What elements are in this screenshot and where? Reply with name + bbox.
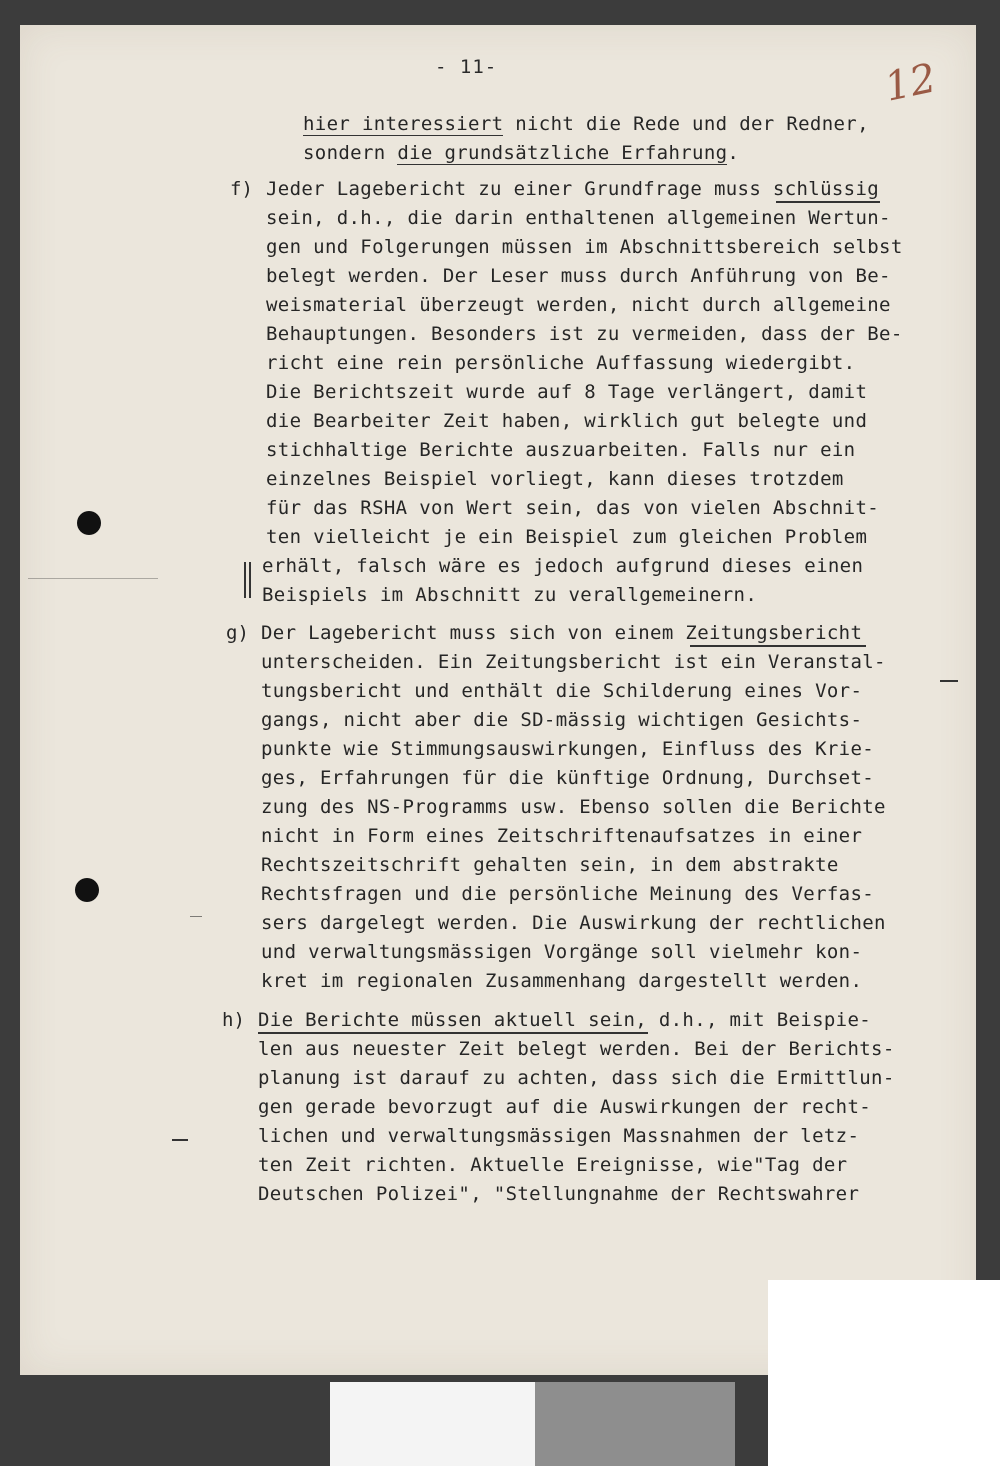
paragraph-line: Jeder Lagebericht zu einer Grundfrage muss schlüssig	[266, 178, 880, 200]
section-label-g: g)	[226, 622, 249, 644]
scan-calibration-strip-white	[330, 1382, 535, 1466]
margin-dash	[940, 680, 958, 682]
paragraph-line: Rechtsfragen und die persönliche Meinung des Verfas-	[261, 883, 875, 905]
margin-dash	[190, 916, 202, 917]
margin-mark-line	[249, 562, 251, 598]
paragraph-line: zung des NS-Programms usw. Ebenso sollen die Berichte	[261, 796, 886, 818]
paragraph-line: punkte wie Stimmungsauswirkungen, Einfluss des Krie-	[261, 738, 875, 760]
paragraph-line: einzelnes Beispiel vorliegt, kann dieses trotzdem	[266, 468, 844, 490]
handwritten-page-note: 12	[880, 55, 941, 111]
page-number: - 11-	[435, 56, 498, 78]
paragraph-line: Der Lagebericht muss sich von einem Zeitungsbericht	[261, 622, 863, 644]
paragraph-line: für das RSHA von Wert sein, das von vielen Abschnit-	[266, 497, 880, 519]
paragraph-line: kret im regionalen Zusammenhang dargestellt werden.	[261, 970, 863, 992]
paragraph-line: die Bearbeiter Zeit haben, wirklich gut belegte und	[266, 410, 868, 432]
paragraph-line: erhält, falsch wäre es jedoch aufgrund dieses einen	[262, 555, 864, 577]
paragraph-line: gen gerade bevorzugt auf die Auswirkungen der recht-	[258, 1096, 872, 1118]
paragraph-line: belegt werden. Der Leser muss durch Anführung von Be-	[266, 265, 891, 287]
section-label-h: h)	[222, 1009, 245, 1031]
paragraph-line: unterscheiden. Ein Zeitungsbericht ist ein Veranstal-	[261, 651, 886, 673]
paragraph-line: gen und Folgerungen müssen im Abschnittsbereich selbst	[266, 236, 903, 258]
paragraph-line: Deutschen Polizei", "Stellungnahme der Rechtswahrer	[258, 1183, 860, 1205]
margin-dash	[172, 1139, 188, 1141]
paragraph-line: planung ist darauf zu achten, dass sich die Ermittlun-	[258, 1067, 895, 1089]
paragraph-line: ten vielleicht je ein Beispiel zum gleichen Problem	[266, 526, 868, 548]
punch-hole-top	[77, 511, 101, 535]
punch-hole-bottom	[75, 878, 99, 902]
paragraph-line: sein, d.h., die darin enthaltenen allgemeinen Wertun-	[266, 207, 891, 229]
paragraph-line: ten Zeit richten. Aktuelle Ereignisse, wie"Tag der	[258, 1154, 848, 1176]
paragraph-line: weismaterial überzeugt werden, nicht durch allgemeine	[266, 294, 891, 316]
paragraph-line: Die Berichte müssen aktuell sein, d.h., mit Beispie-	[258, 1009, 872, 1031]
paragraph-line: stichhaltige Berichte auszuarbeiten. Falls nur ein	[266, 439, 856, 461]
paragraph-line: richt eine rein persönliche Auffassung wiedergibt.	[266, 352, 856, 374]
paragraph-line: len aus neuester Zeit belegt werden. Bei der Berichts-	[258, 1038, 895, 1060]
paragraph-line: und verwaltungsmässigen Vorgänge soll vielmehr kon-	[261, 941, 863, 963]
underlined-phrase: hier interessiert	[303, 113, 504, 135]
paragraph-line: Beispiels im Abschnitt zu verallgemeinern.	[262, 584, 758, 606]
paragraph-line: Behauptungen. Besonders ist zu vermeiden, dass der Be-	[266, 323, 903, 345]
paragraph-line: Rechtszeitschrift gehalten sein, in dem abstrakte	[261, 854, 839, 876]
intro-line-2: sondern die grundsätzliche Erfahrung.	[303, 142, 740, 164]
intro-line-1: hier interessiert nicht die Rede und der Redner,	[303, 113, 869, 135]
underline-schluessig	[776, 201, 880, 203]
scan-calibration-strip-grey	[535, 1382, 735, 1466]
paragraph-line: ges, Erfahrungen für die künftige Ordnung, Durchset-	[261, 767, 875, 789]
paragraph-line: lichen und verwaltungsmässigen Massnahmen der letz-	[258, 1125, 860, 1147]
paragraph-line: gangs, nicht aber die SD-mässig wichtigen Gesichts-	[261, 709, 863, 731]
paragraph-line: nicht in Form eines Zeitschriftenaufsatzes in einer	[261, 825, 863, 847]
section-label-f: f)	[230, 178, 253, 200]
paragraph-line: Die Berichtszeit wurde auf 8 Tage verlängert, damit	[266, 381, 868, 403]
scan-background-corner	[768, 1280, 1000, 1466]
paragraph-line: tungsbericht und enthält die Schilderung eines Vor-	[261, 680, 863, 702]
underline-zeitungsbericht	[690, 645, 866, 647]
faint-margin-dash	[28, 578, 158, 579]
underline-aktuell	[258, 1032, 648, 1034]
paragraph-line: sers dargelegt werden. Die Auswirkung der rechtlichen	[261, 912, 886, 934]
margin-mark-line	[244, 562, 246, 598]
underlined-phrase: die grundsätzliche Erfahrung	[397, 142, 728, 164]
